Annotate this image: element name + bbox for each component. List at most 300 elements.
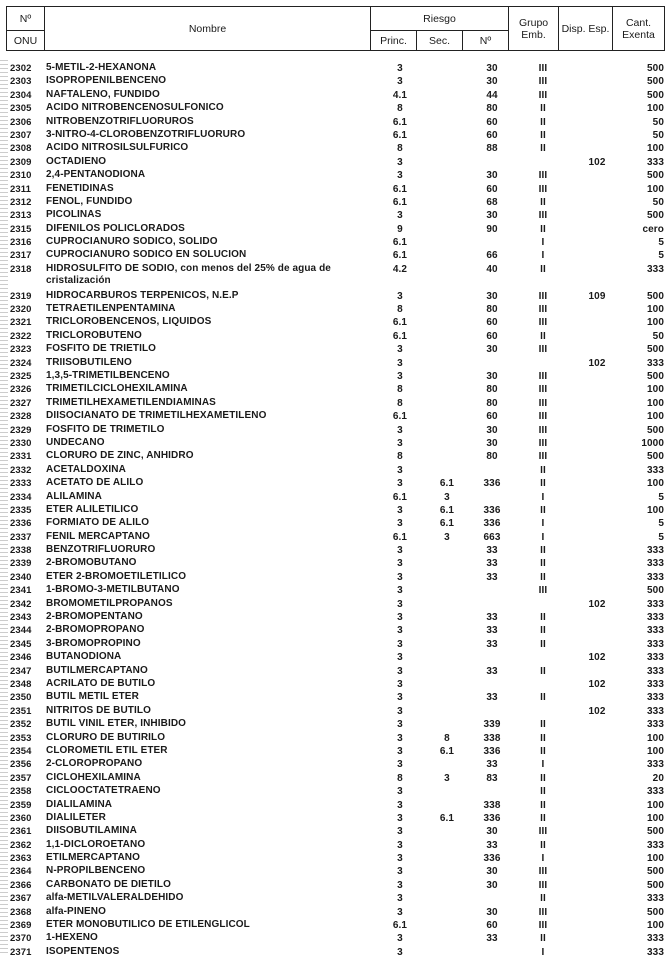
cell-onu-number: 2333: [10, 478, 32, 490]
cell-onu-number: 2350: [10, 692, 32, 704]
cell-onu-number: 2337: [10, 531, 32, 543]
cell-onu-number: 2321: [10, 317, 32, 329]
cell-onu-number: 2315: [10, 223, 32, 235]
cell-cant-exenta: 333: [647, 665, 664, 677]
cell-grupo-emb: III: [538, 183, 548, 195]
cell-riesgo-princ: 3: [397, 598, 403, 610]
cell-riesgo-princ: 3: [397, 437, 403, 449]
cell-riesgo-princ: 6.1: [392, 237, 408, 249]
cell-cant-exenta: 333: [647, 263, 664, 275]
cell-cant-exenta: 333: [647, 598, 664, 610]
cell-riesgo-no: 66: [486, 250, 498, 262]
cell-cant-exenta: 50: [652, 196, 664, 208]
cell-riesgo-princ: 3: [397, 665, 403, 677]
cell-cant-exenta: 333: [647, 705, 664, 717]
cell-name: TRIISOBUTILENO: [46, 356, 132, 368]
cell-name: 3-BROMOPROPINO: [46, 637, 141, 649]
cell-name: BUTILMERCAPTANO: [46, 664, 148, 676]
cell-grupo-emb: II: [540, 786, 546, 798]
cell-riesgo-no: 33: [486, 545, 498, 557]
cell-name: CICLOHEXILAMINA: [46, 771, 141, 783]
table-body: [6, 62, 664, 959]
cell-cant-exenta: 500: [647, 76, 664, 88]
cell-onu-number: 2356: [10, 759, 32, 771]
cell-grupo-emb: II: [540, 143, 546, 155]
table-row: [6, 75, 664, 88]
cell-cant-exenta: 5: [658, 518, 664, 530]
cell-riesgo-princ: 8: [397, 103, 403, 115]
table-row: [6, 263, 664, 290]
cell-riesgo-no: 33: [486, 571, 498, 583]
table-row: [6, 852, 664, 865]
cell-riesgo-no: 338: [483, 732, 501, 744]
cell-riesgo-sec: 6.1: [439, 812, 455, 824]
cell-cant-exenta: 333: [647, 652, 664, 664]
cell-onu-number: 2370: [10, 933, 32, 945]
cell-name: FENIL MERCAPTANO: [46, 530, 151, 542]
cell-name: TRIMETILHEXAMETILENDIAMINAS: [46, 396, 216, 408]
cell-cant-exenta: 100: [647, 504, 664, 516]
cell-grupo-emb: II: [540, 263, 546, 275]
cell-grupo-emb: II: [540, 665, 546, 677]
table-row: [6, 196, 664, 209]
cell-onu-number: 2341: [10, 585, 32, 597]
cell-riesgo-princ: 3: [397, 826, 403, 838]
cell-onu-number: 2307: [10, 129, 32, 141]
cell-onu-number: 2326: [10, 384, 32, 396]
cell-riesgo-princ: 3: [397, 866, 403, 878]
cell-name: ACRILATO DE BUTILO: [46, 677, 156, 689]
cell-name: alfa-METILVALERALDEHIDO: [46, 892, 184, 904]
cell-name: 1,3,5-TRIMETILBENCENO: [46, 370, 170, 381]
cell-onu-number: 2363: [10, 853, 32, 865]
cell-grupo-emb: II: [540, 464, 546, 476]
cell-disp-esp: 102: [588, 705, 606, 717]
table-row: [6, 571, 664, 584]
cell-riesgo-no: 33: [486, 638, 498, 650]
header-riesgo-no: Nº: [463, 31, 509, 51]
cell-name: 3-NITRO-4-CLOROBENZOTRIFLUORURO: [46, 128, 246, 140]
table-row: [6, 611, 664, 624]
cell-grupo-emb: III: [538, 451, 548, 463]
cell-name: CUPROCIANURO SODICO, SOLIDO: [46, 236, 218, 248]
table-row: [6, 62, 664, 75]
cell-name: BUTIL VINIL ETER, INHIBIDO: [46, 718, 187, 730]
cell-cant-exenta: 100: [647, 304, 664, 316]
cell-riesgo-princ: 8: [397, 772, 403, 784]
cell-riesgo-princ: 4.2: [392, 263, 408, 275]
cell-onu-number: 2332: [10, 464, 32, 476]
cell-grupo-emb: III: [538, 437, 548, 449]
cell-riesgo-princ: 6.1: [392, 250, 408, 262]
cell-riesgo-no: 33: [486, 625, 498, 637]
cell-grupo-emb: II: [540, 558, 546, 570]
cell-grupo-emb: I: [541, 759, 545, 771]
cell-riesgo-no: 80: [486, 384, 498, 396]
cell-name: ACIDO NITROSILSULFURICO: [46, 142, 189, 154]
table-row: [6, 879, 664, 892]
cell-riesgo-no: 30: [486, 290, 498, 302]
cell-grupo-emb: II: [540, 839, 546, 851]
cell-onu-number: 2329: [10, 424, 32, 436]
cell-grupo-emb: III: [538, 371, 548, 382]
cell-cant-exenta: 500: [647, 63, 664, 74]
cell-riesgo-no: 336: [483, 812, 501, 824]
cell-onu-number: 2322: [10, 330, 32, 342]
cell-name: 1-HEXENO: [46, 932, 98, 944]
cell-name: 1,1-DICLOROETANO: [46, 838, 146, 850]
cell-grupo-emb: III: [538, 424, 548, 436]
cell-riesgo-no: 60: [486, 411, 498, 423]
cell-name: TETRAETILENPENTAMINA: [46, 303, 176, 315]
cell-onu-number: 2330: [10, 437, 32, 449]
cell-riesgo-princ: 3: [397, 786, 403, 798]
cell-cant-exenta: 333: [647, 692, 664, 704]
cell-riesgo-no: 30: [486, 826, 498, 838]
cell-grupo-emb: III: [538, 397, 548, 409]
cell-riesgo-no: 336: [483, 504, 501, 516]
cell-riesgo-princ: 3: [397, 652, 403, 664]
cell-cant-exenta: 100: [647, 732, 664, 744]
cell-riesgo-princ: 3: [397, 371, 403, 382]
table-row: [6, 183, 664, 196]
cell-onu-number: 2302: [10, 63, 32, 74]
cell-onu-number: 2369: [10, 920, 32, 932]
cell-grupo-emb: I: [541, 946, 545, 958]
cell-grupo-emb: II: [540, 330, 546, 342]
cell-riesgo-no: 338: [483, 799, 501, 811]
cell-name: DIFENILOS POLICLORADOS: [46, 222, 185, 234]
cell-cant-exenta: 333: [647, 759, 664, 771]
cell-cant-exenta: 333: [647, 571, 664, 583]
cell-cant-exenta: 5: [658, 491, 664, 503]
cell-cant-exenta: 100: [647, 317, 664, 329]
cell-name: CLORURO DE BUTIRILO: [46, 731, 166, 743]
cell-cant-exenta: 333: [647, 946, 664, 958]
cell-riesgo-princ: 3: [397, 612, 403, 624]
cell-riesgo-no: 30: [486, 76, 498, 88]
cell-grupo-emb: III: [538, 906, 548, 918]
cell-riesgo-no: 60: [486, 183, 498, 195]
cell-riesgo-princ: 8: [397, 451, 403, 463]
cell-cant-exenta: 1000: [641, 437, 664, 449]
cell-grupo-emb: I: [541, 853, 545, 865]
cell-name: HIDROSULFITO DE SODIO, con menos del 25% de agua de cristalización: [46, 262, 331, 287]
cell-grupo-emb: III: [538, 344, 548, 356]
cell-grupo-emb: II: [540, 745, 546, 757]
cell-name: CLOROMETIL ETIL ETER: [46, 744, 168, 756]
cell-onu-number: 2308: [10, 143, 32, 155]
cell-riesgo-princ: 3: [397, 933, 403, 945]
cell-name: TRIMETILCICLOHEXILAMINA: [46, 383, 188, 395]
cell-riesgo-no: 83: [486, 772, 498, 784]
cell-riesgo-princ: 3: [397, 893, 403, 905]
cell-riesgo-princ: 3: [397, 705, 403, 717]
cell-riesgo-princ: 3: [397, 839, 403, 851]
cell-cant-exenta: 100: [647, 103, 664, 115]
cell-onu-number: 2343: [10, 612, 32, 624]
cell-grupo-emb: II: [540, 933, 546, 945]
cell-name: alfa-PINENO: [46, 905, 107, 917]
cell-riesgo-princ: 3: [397, 518, 403, 530]
table-row: [6, 839, 664, 852]
cell-riesgo-no: 80: [486, 451, 498, 463]
cell-riesgo-no: 80: [486, 304, 498, 316]
cell-cant-exenta: 500: [647, 344, 664, 356]
cell-name: 2-CLOROPROPANO: [46, 758, 143, 770]
header-riesgo: Riesgo: [371, 7, 509, 31]
header-grupo-emb: Grupo Emb.: [509, 7, 559, 51]
cell-riesgo-no: 60: [486, 116, 498, 128]
cell-cant-exenta: 333: [647, 464, 664, 476]
cell-name: BROMOMETILPROPANOS: [46, 597, 173, 609]
cell-grupo-emb: II: [540, 129, 546, 141]
cell-disp-esp: 102: [588, 652, 606, 664]
cell-grupo-emb: II: [540, 772, 546, 784]
table-row: [6, 799, 664, 812]
cell-disp-esp: 102: [588, 156, 606, 168]
cell-name: 2,4-PENTANODIONA: [46, 169, 146, 181]
cell-cant-exenta: 100: [647, 397, 664, 409]
cell-name: PICOLINAS: [46, 209, 102, 221]
cell-onu-number: 2305: [10, 103, 32, 115]
table-row: [6, 477, 664, 490]
cell-riesgo-sec: 6.1: [439, 745, 455, 757]
cell-grupo-emb: I: [541, 250, 545, 262]
cell-cant-exenta: 100: [647, 478, 664, 490]
cell-onu-number: 2358: [10, 786, 32, 798]
cell-onu-number: 2362: [10, 839, 32, 851]
table-row: [6, 557, 664, 570]
table-row: [6, 865, 664, 878]
cell-grupo-emb: III: [538, 879, 548, 891]
table-row: [6, 249, 664, 262]
cell-name: DIISOCIANATO DE TRIMETILHEXAMETILENO: [46, 410, 267, 422]
cell-riesgo-no: 30: [486, 210, 498, 222]
cell-name: UNDECANO: [46, 436, 105, 448]
cell-onu-number: 2352: [10, 719, 32, 731]
cell-riesgo-no: 30: [486, 437, 498, 449]
cell-cant-exenta: 333: [647, 933, 664, 945]
table-row: [6, 718, 664, 731]
cell-grupo-emb: II: [540, 799, 546, 811]
cell-name: BUTIL METIL ETER: [46, 691, 139, 703]
cell-onu-number: 2309: [10, 156, 32, 168]
cell-name: TRICLOROBENCENOS, LIQUIDOS: [46, 316, 212, 328]
cell-name: NITRITOS DE BUTILO: [46, 704, 151, 716]
cell-onu-number: 2342: [10, 598, 32, 610]
table-row: [6, 491, 664, 504]
cell-riesgo-no: 30: [486, 63, 498, 74]
cell-riesgo-princ: 3: [397, 464, 403, 476]
cell-onu-number: 2354: [10, 745, 32, 757]
table-row: [6, 932, 664, 945]
cell-riesgo-no: 44: [486, 89, 498, 101]
cell-cant-exenta: 333: [647, 357, 664, 369]
table-row: [6, 584, 664, 597]
cell-name: ACETALDOXINA: [46, 463, 126, 475]
cell-cant-exenta: 100: [647, 745, 664, 757]
cell-name: FORMIATO DE ALILO: [46, 517, 150, 529]
cell-riesgo-princ: 3: [397, 799, 403, 811]
cell-riesgo-no: 33: [486, 558, 498, 570]
cell-grupo-emb: I: [541, 491, 545, 503]
cell-riesgo-no: 30: [486, 866, 498, 878]
table-row: [6, 705, 664, 718]
cell-riesgo-sec: 8: [444, 732, 450, 744]
cell-onu-number: 2360: [10, 812, 32, 824]
cell-riesgo-princ: 3: [397, 156, 403, 168]
table-row: [6, 290, 664, 303]
cell-cant-exenta: cero: [642, 223, 664, 235]
cell-cant-exenta: 500: [647, 89, 664, 101]
cell-cant-exenta: 100: [647, 853, 664, 865]
cell-name: ACETATO DE ALILO: [46, 477, 144, 489]
cell-cant-exenta: 333: [647, 545, 664, 557]
cell-name: ALILAMINA: [46, 490, 102, 502]
header-disp-esp: Disp. Esp.: [559, 7, 613, 51]
cell-grupo-emb: II: [540, 719, 546, 731]
cell-cant-exenta: 500: [647, 451, 664, 463]
cell-onu-number: 2339: [10, 558, 32, 570]
cell-grupo-emb: II: [540, 625, 546, 637]
cell-onu-number: 2351: [10, 705, 32, 717]
cell-riesgo-princ: 3: [397, 759, 403, 771]
cell-grupo-emb: II: [540, 478, 546, 490]
cell-onu-number: 2317: [10, 250, 32, 262]
cell-disp-esp: 102: [588, 357, 606, 369]
cell-riesgo-princ: 3: [397, 478, 403, 490]
table-row: [6, 504, 664, 517]
table-row: [6, 665, 664, 678]
cell-onu-number: 2359: [10, 799, 32, 811]
cell-onu-number: 2336: [10, 518, 32, 530]
cell-riesgo-sec: 3: [444, 531, 450, 543]
cell-riesgo-princ: 3: [397, 290, 403, 302]
cell-riesgo-princ: 3: [397, 678, 403, 690]
table-row: [6, 142, 664, 155]
cell-cant-exenta: 333: [647, 893, 664, 905]
cell-riesgo-sec: 3: [444, 491, 450, 503]
cell-riesgo-no: 33: [486, 665, 498, 677]
cell-riesgo-no: 80: [486, 103, 498, 115]
cell-name: 1-BROMO-3-METILBUTANO: [46, 584, 180, 596]
cell-riesgo-no: 30: [486, 424, 498, 436]
cell-cant-exenta: 333: [647, 678, 664, 690]
cell-riesgo-no: 33: [486, 612, 498, 624]
cell-onu-number: 2325: [10, 371, 32, 382]
cell-cant-exenta: 500: [647, 906, 664, 918]
table-row: [6, 624, 664, 637]
table-row: [6, 410, 664, 423]
cell-name: ETER ALILETILICO: [46, 503, 139, 515]
cell-riesgo-no: 60: [486, 317, 498, 329]
cell-onu-number: 2345: [10, 638, 32, 650]
cell-onu-number: 2312: [10, 196, 32, 208]
cell-riesgo-sec: 6.1: [439, 518, 455, 530]
cell-grupo-emb: II: [540, 732, 546, 744]
cell-cant-exenta: 100: [647, 812, 664, 824]
cell-riesgo-princ: 3: [397, 853, 403, 865]
table-row: [6, 732, 664, 745]
cell-name: NITROBENZOTRIFLUORUROS: [46, 115, 194, 127]
cell-riesgo-princ: 3: [397, 170, 403, 182]
cell-riesgo-no: 33: [486, 839, 498, 851]
cell-onu-number: 2319: [10, 290, 32, 302]
table-row: [6, 745, 664, 758]
cell-grupo-emb: III: [538, 411, 548, 423]
cell-onu-number: 2346: [10, 652, 32, 664]
cell-name: FENETIDINAS: [46, 182, 114, 194]
cell-name: CARBONATO DE DIETILO: [46, 878, 171, 890]
cell-disp-esp: 102: [588, 678, 606, 690]
cell-grupo-emb: III: [538, 290, 548, 302]
cell-cant-exenta: 333: [647, 839, 664, 851]
cell-cant-exenta: 500: [647, 866, 664, 878]
table-row: [6, 758, 664, 771]
cell-cant-exenta: 100: [647, 920, 664, 932]
cell-riesgo-princ: 3: [397, 585, 403, 597]
cell-riesgo-no: 30: [486, 879, 498, 891]
table-row: [6, 424, 664, 437]
cell-riesgo-princ: 3: [397, 745, 403, 757]
cell-grupo-emb: III: [538, 63, 548, 74]
cell-grupo-emb: III: [538, 76, 548, 88]
cell-cant-exenta: 500: [647, 290, 664, 302]
cell-grupo-emb: III: [538, 210, 548, 222]
cell-onu-number: 2344: [10, 625, 32, 637]
table-row: [6, 303, 664, 316]
cell-name: ISOPROPENILBENCENO: [46, 75, 167, 87]
cell-cant-exenta: 333: [647, 156, 664, 168]
cell-grupo-emb: III: [538, 585, 548, 597]
cell-name: 2-BROMOPENTANO: [46, 611, 143, 623]
cell-grupo-emb: II: [540, 893, 546, 905]
table-row: [6, 638, 664, 651]
cell-riesgo-no: 68: [486, 196, 498, 208]
cell-cant-exenta: 100: [647, 384, 664, 396]
cell-riesgo-princ: 9: [397, 223, 403, 235]
cell-name: CUPROCIANURO SODICO EN SOLUCION: [46, 249, 247, 261]
table-row: [6, 772, 664, 785]
header-nombre: Nombre: [45, 7, 371, 51]
cell-onu-number: 2324: [10, 357, 32, 369]
table-row: [6, 89, 664, 102]
cell-cant-exenta: 333: [647, 638, 664, 650]
cell-riesgo-princ: 8: [397, 384, 403, 396]
cell-grupo-emb: II: [540, 116, 546, 128]
cell-riesgo-princ: 3: [397, 946, 403, 958]
cell-riesgo-princ: 3: [397, 906, 403, 918]
table-row: [6, 357, 664, 370]
cell-riesgo-no: 336: [483, 853, 501, 865]
cell-riesgo-princ: 3: [397, 545, 403, 557]
cell-riesgo-no: 336: [483, 478, 501, 490]
table-header: [6, 6, 665, 51]
cell-riesgo-princ: 6.1: [392, 183, 408, 195]
cell-grupo-emb: III: [538, 89, 548, 101]
table-row: [6, 892, 664, 905]
cell-onu-number: 2335: [10, 504, 32, 516]
cell-riesgo-princ: 3: [397, 63, 403, 74]
cell-grupo-emb: II: [540, 638, 546, 650]
cell-grupo-emb: II: [540, 692, 546, 704]
cell-name: CLORURO DE ZINC, ANHIDRO: [46, 450, 194, 462]
cell-riesgo-princ: 3: [397, 76, 403, 88]
cell-riesgo-princ: 6.1: [392, 116, 408, 128]
table-row: [6, 209, 664, 222]
cell-grupo-emb: II: [540, 571, 546, 583]
